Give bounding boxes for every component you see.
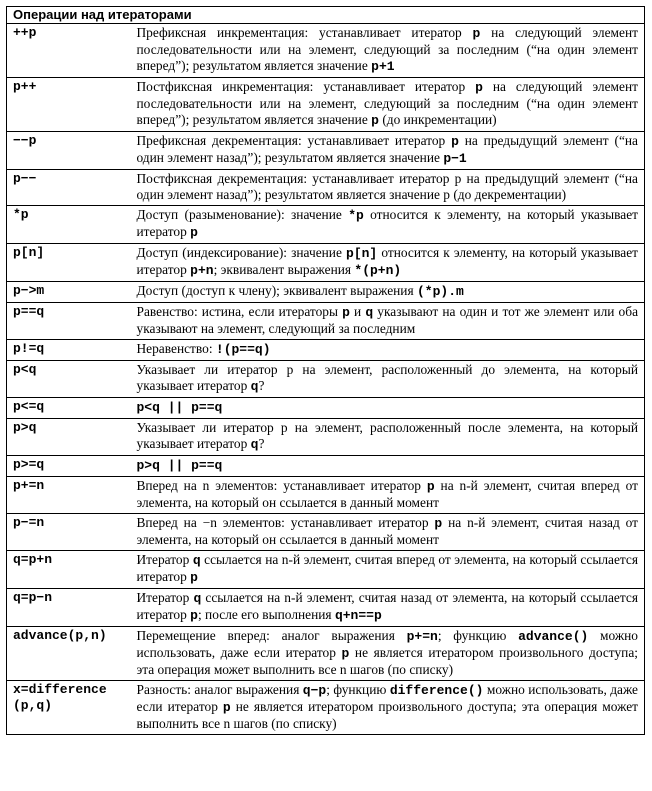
code-fragment: q−p [302, 683, 327, 698]
code-fragment: p−1 [443, 151, 467, 166]
code-fragment: *(p+n) [354, 263, 402, 278]
operation-cell: p==q [7, 303, 131, 340]
code-fragment: p [222, 700, 231, 715]
description-text: Постфиксная декрементация: устанавливает итератор р на предыдущий элемент (“на один элемент назад”); результатом является значение р (до декрементации) [136, 171, 638, 202]
code-fragment: p [451, 134, 459, 149]
description-text: ; эквивалент выражения [213, 262, 355, 277]
code-fragment: p [341, 646, 350, 661]
operation-cell: p−>m [7, 282, 131, 303]
operation-cell: x=difference (p,q) [7, 681, 131, 735]
table-row [7, 206, 645, 244]
description-cell [131, 78, 645, 132]
description-cell [131, 627, 645, 681]
code-fragment: p+1 [371, 59, 395, 74]
description-text: ? [258, 378, 265, 393]
table-row [7, 340, 645, 361]
description-cell [131, 132, 645, 170]
operation-cell: p>=q [7, 456, 131, 477]
description-text: Доступ (индексирование): значение [136, 245, 347, 260]
operation-cell: p[n] [7, 244, 131, 282]
table-body [7, 24, 645, 735]
code-fragment: p [475, 80, 483, 95]
code-fragment: !(p==q) [215, 342, 271, 357]
description-cell [131, 282, 645, 303]
table-title: Операции над итераторами [7, 7, 645, 24]
description-text: указывают на один и тот же элемент или оба указывают на элемент, следующий за последним [136, 304, 639, 336]
table-row [7, 24, 645, 78]
code-fragment: q [365, 305, 374, 320]
description-cell [131, 244, 645, 282]
code-fragment: p [472, 26, 481, 41]
code-fragment: p [190, 608, 198, 623]
code-fragment: p [426, 479, 435, 494]
code-fragment: p [190, 225, 198, 240]
description-text: Неравенство: [136, 341, 216, 356]
description-cell [131, 24, 645, 78]
description-cell [131, 340, 645, 361]
operation-cell: p−− [7, 170, 131, 206]
description-cell [131, 303, 645, 340]
code-fragment: p+=n [406, 629, 438, 644]
code-fragment: q [193, 591, 202, 606]
table-row [7, 456, 645, 477]
code-fragment: (*p).m [416, 284, 464, 299]
description-text: на n-й элемент, считая назад от элемента, на который он ссылается в данный момент [136, 515, 638, 547]
operation-cell: *p [7, 206, 131, 244]
table-row [7, 170, 645, 206]
description-text: ; функцию [326, 682, 390, 697]
table-header-row [7, 7, 645, 24]
code-fragment: p [434, 516, 443, 531]
operation-cell: q=p−n [7, 589, 131, 627]
operation-cell: advance(p,n) [7, 627, 131, 681]
description-cell [131, 361, 645, 398]
table-row [7, 681, 645, 735]
code-fragment: p[n] [346, 246, 378, 261]
description-text: Разность: аналог выражения [136, 682, 303, 697]
table-row [7, 244, 645, 282]
description-text: ? [258, 436, 265, 451]
operation-cell: p<=q [7, 398, 131, 419]
operation-cell: p−=n [7, 514, 131, 551]
description-text: Вперед на −n элементов: устанавливает итератор [136, 515, 435, 530]
description-cell [131, 551, 645, 589]
operation-cell: p!=q [7, 340, 131, 361]
code-fragment: difference() [389, 683, 484, 698]
description-cell [131, 681, 645, 735]
operation-cell: −−p [7, 132, 131, 170]
description-text: Указывает ли итератор р на элемент, расположенный после элемента, на который указывает итератор [136, 420, 638, 451]
operation-cell: q=p+n [7, 551, 131, 589]
code-fragment: p [371, 113, 379, 128]
table-row [7, 303, 645, 340]
description-text: на предыдущий элемент (“на один элемент назад”); результатом является значение [136, 133, 639, 165]
description-text: Итератор [136, 590, 194, 605]
code-fragment: *p [348, 208, 364, 223]
description-text: не является итератором произвольного доступа; эта операция может выполнить все n шагов (по списку) [136, 645, 639, 677]
description-cell [131, 419, 645, 456]
description-text: Итератор [136, 552, 193, 567]
table-row [7, 477, 645, 514]
code-fragment: q [250, 379, 259, 394]
table-row [7, 589, 645, 627]
code-fragment: p [342, 305, 350, 320]
table-row [7, 282, 645, 303]
operation-cell: p>q [7, 419, 131, 456]
description-text: относится к элементу, на который указывает итератор [136, 245, 638, 277]
description-text: (до инкрементации) [378, 112, 497, 127]
description-text: можно использовать, даже если итератор [136, 682, 638, 714]
description-text: ; функцию [437, 628, 519, 643]
code-fragment: p<q || p==q [136, 400, 223, 415]
description-text: Перемещение вперед: аналог выражения [136, 628, 407, 643]
description-text: Равенство: истина, если итераторы [136, 304, 343, 319]
description-text: можно использовать, даже если итератор [136, 628, 639, 660]
code-fragment: q [250, 437, 259, 452]
description-text: и [349, 304, 366, 319]
description-text: Префиксная декрементация: устанавливает итератор [136, 133, 452, 148]
description-text: Постфиксная инкрементация: устанавливает итератор [136, 79, 476, 94]
description-text: ; после его выполнения [197, 607, 335, 622]
description-cell [131, 398, 645, 419]
table-row [7, 398, 645, 419]
description-cell [131, 477, 645, 514]
description-text: Доступ (доступ к члену); эквивалент выражения [136, 283, 417, 298]
description-cell [131, 589, 645, 627]
code-fragment: advance() [518, 629, 589, 644]
description-cell [131, 456, 645, 477]
description-text: Указывает ли итератор р на элемент, расположенный до элемента, на который указывает итератор [136, 362, 638, 393]
iterator-operations-table [6, 6, 645, 735]
description-text: на n-й элемент, считая вперед от элемента, на который он ссылается в данный момент [136, 478, 638, 510]
table-row [7, 627, 645, 681]
table-row [7, 514, 645, 551]
table-row [7, 419, 645, 456]
code-fragment: p>q || p==q [136, 458, 223, 473]
description-text: не является итератором произвольного доступа; эта операция может выполнить все n шагов (по списку) [136, 699, 638, 731]
description-text: Префиксная инкрементация: устанавливает итератор [136, 25, 473, 40]
description-text: на следующий элемент последовательности или на элемент, следующий за последним (“на один элемент вперед”); результатом является значение [136, 25, 638, 73]
code-fragment: q [192, 553, 201, 568]
code-fragment: p+n [190, 263, 214, 278]
description-cell [131, 206, 645, 244]
description-text: на следующий элемент последовательности или на элемент, следующий за последним (“на один элемент вперед”); результатом является значение [136, 79, 638, 127]
table-row [7, 132, 645, 170]
operation-cell: p+=n [7, 477, 131, 514]
description-cell [131, 514, 645, 551]
code-fragment: q+n==p [334, 608, 382, 623]
description-text: Доступ (разыменование): значение [136, 207, 349, 222]
table-row [7, 551, 645, 589]
operation-cell: ++p [7, 24, 131, 78]
description-text: Вперед на n элементов: устанавливает итератор [136, 478, 427, 493]
operation-cell: p++ [7, 78, 131, 132]
description-text: ссылается на n-й элемент, считая назад от элемента, на который ссылается итератор [136, 590, 638, 622]
table-row [7, 361, 645, 398]
description-text: относится к элементу, на который указывает итератор [136, 207, 638, 239]
operation-cell: p<q [7, 361, 131, 398]
description-cell [131, 170, 645, 206]
table-row [7, 78, 645, 132]
description-text: ссылается на n-й элемент, считая вперед от элемента, на который ссылается итератор [136, 552, 639, 584]
code-fragment: p [190, 570, 198, 585]
